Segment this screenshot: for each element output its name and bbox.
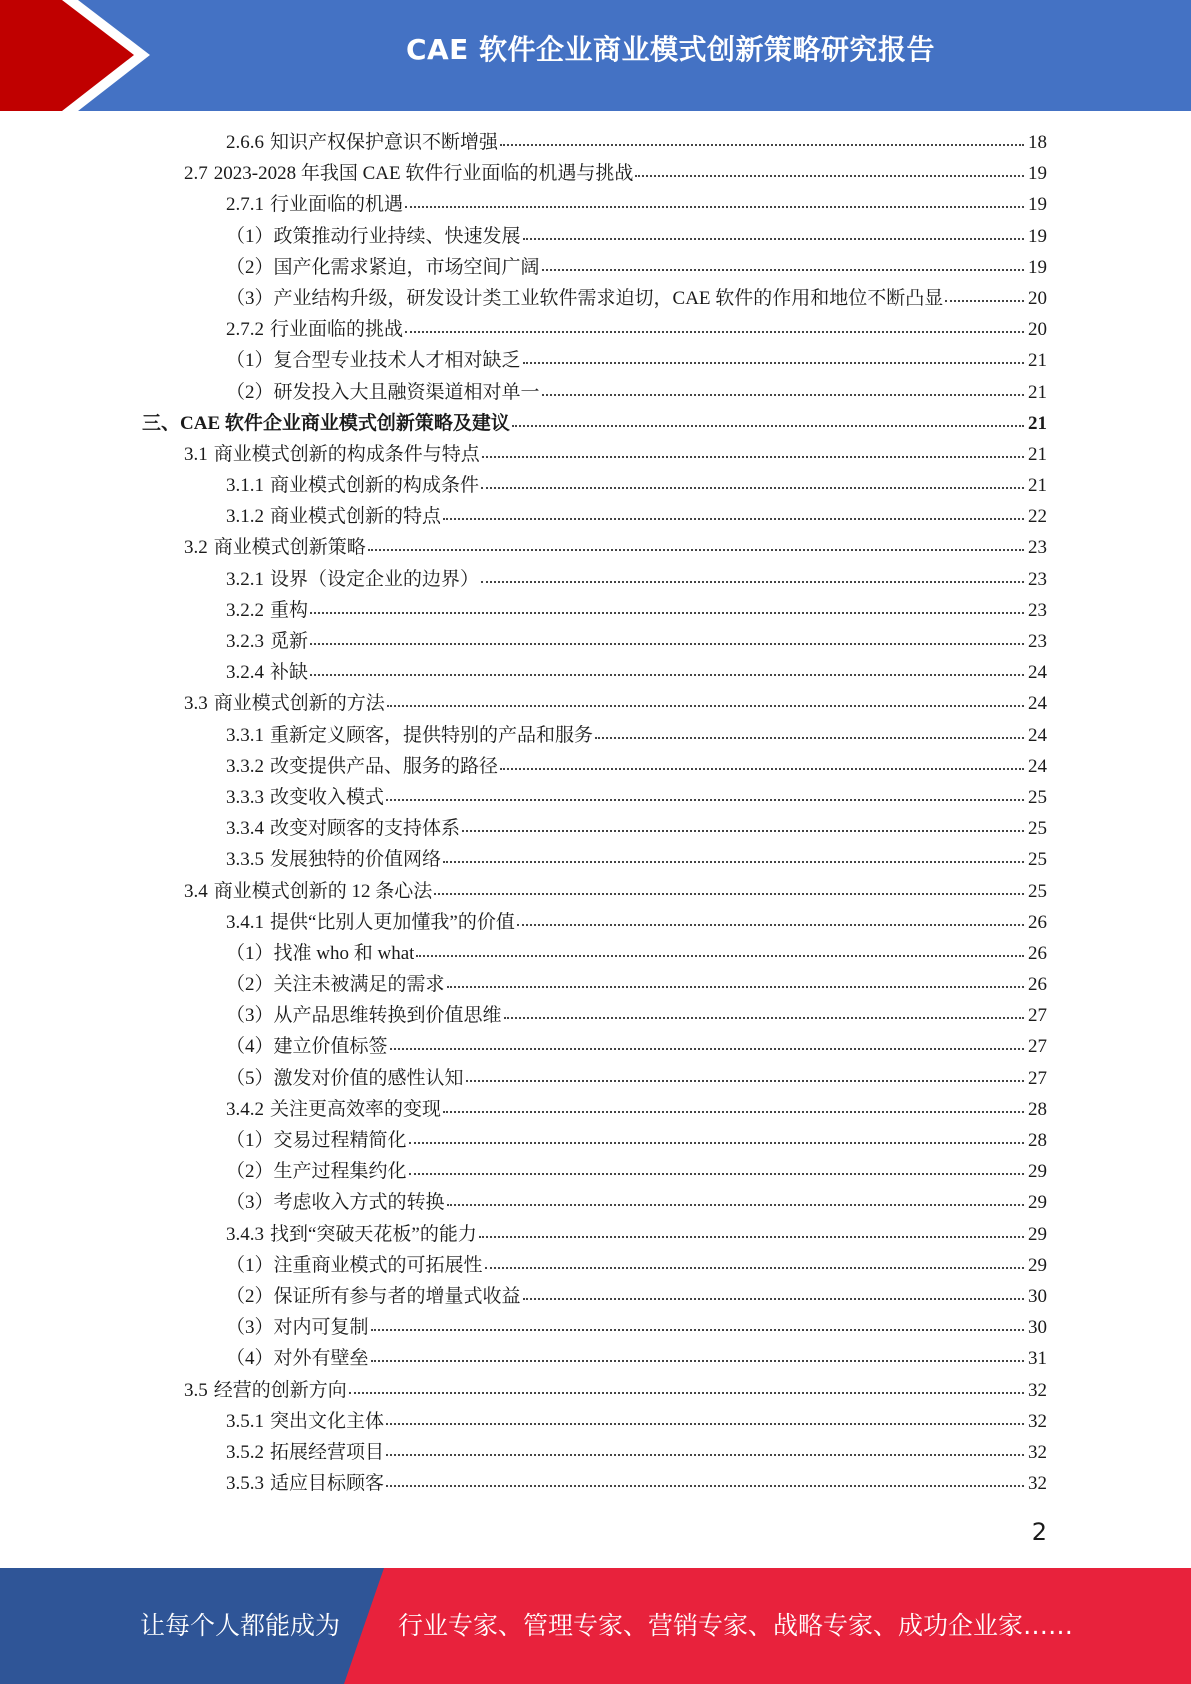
toc-entry-title: 2023-2028 年我国 CAE 软件行业面临的机遇与挑战 [213, 163, 634, 185]
toc-entry-number: 3.3.2 [226, 755, 264, 777]
toc-entry-number: 3.3.5 [226, 849, 264, 871]
toc-entry-number: （3） [226, 1317, 274, 1339]
toc-entry-page: 29 [1028, 1192, 1047, 1214]
toc-entry-title: 提供“比别人更加懂我”的价值 [270, 911, 515, 933]
toc-entry[interactable] [0, 252, 1191, 283]
toc-entry[interactable] [0, 1437, 1191, 1468]
toc-entry[interactable] [0, 1468, 1191, 1499]
toc-entry[interactable] [0, 1125, 1191, 1156]
toc-entry-number: 3.4.2 [226, 1098, 264, 1120]
toc-dot-leader [945, 299, 1024, 302]
toc-dot-leader [409, 1172, 1024, 1175]
toc-entry-number: （2） [226, 381, 274, 403]
toc-entry-title: 改变提供产品、服务的路径 [270, 755, 499, 777]
toc-entry-title: 建立价值标签 [273, 1036, 388, 1058]
toc-entry[interactable] [0, 439, 1191, 470]
toc-entry-number: （3） [226, 1192, 274, 1214]
toc-dot-leader [523, 361, 1024, 364]
toc-dot-leader [482, 455, 1024, 458]
toc-entry[interactable] [0, 938, 1191, 969]
toc-dot-leader [485, 1266, 1024, 1269]
toc-entry-number: （4） [226, 1036, 274, 1058]
page-footer [0, 1568, 1191, 1684]
toc-entry-page: 23 [1028, 631, 1047, 652]
toc-entry-page: 29 [1028, 1254, 1047, 1276]
toc-entry-page: 22 [1028, 506, 1047, 528]
toc-entry-number: 3.2.1 [226, 568, 264, 590]
toc-entry-number: 3.5.1 [226, 1410, 264, 1432]
toc-entry-title: 重新定义顾客，提供特别的产品和服务 [270, 724, 594, 746]
toc-dot-leader [387, 704, 1024, 707]
toc-entry[interactable] [0, 501, 1191, 532]
toc-dot-leader [542, 268, 1024, 271]
toc-entry-number: （1） [226, 1254, 274, 1276]
toc-entry-page: 24 [1028, 662, 1047, 684]
table-of-contents [0, 127, 1191, 1499]
toc-entry-page: 25 [1028, 849, 1047, 871]
toc-entry-page: 19 [1028, 225, 1047, 247]
toc-dot-leader [349, 1391, 1024, 1394]
page-number: 2 [1031, 1518, 1047, 1546]
toc-entry-title: 激发对价值的感性认知 [273, 1067, 464, 1089]
toc-entry[interactable] [0, 626, 1191, 657]
toc-entry-page: 29 [1028, 1223, 1047, 1245]
toc-entry-page: 30 [1028, 1285, 1047, 1307]
toc-entry-page: 24 [1028, 755, 1047, 777]
toc-entry-title: 拓展经营项目 [270, 1441, 385, 1463]
toc-entry-number: 3.4.1 [226, 911, 264, 933]
toc-entry-title: 改变收入模式 [270, 786, 385, 808]
toc-entry-number: 2.7.1 [226, 194, 264, 216]
toc-entry[interactable] [0, 688, 1191, 719]
toc-entry-number: （4） [226, 1348, 274, 1370]
toc-dot-leader [405, 330, 1024, 333]
toc-entry[interactable] [0, 1343, 1191, 1374]
toc-dot-leader [481, 486, 1024, 489]
toc-dot-leader [517, 923, 1024, 926]
toc-entry[interactable] [0, 470, 1191, 501]
toc-dot-leader [386, 1453, 1024, 1456]
toc-dot-leader [386, 1484, 1024, 1487]
toc-entry-page: 32 [1028, 1473, 1047, 1495]
toc-dot-leader [512, 424, 1024, 427]
toc-dot-leader [500, 767, 1024, 770]
toc-entry-number: 2.7.2 [226, 319, 264, 341]
toc-dot-leader [443, 517, 1024, 520]
toc-entry-page: 25 [1028, 818, 1047, 840]
footer-slogan-right: 行业专家、管理专家、营销专家、战略专家、成功企业家…… [398, 1611, 1074, 1640]
toc-entry[interactable] [0, 1250, 1191, 1281]
toc-entry-title: 国产化需求紧迫，市场空间广阔 [273, 256, 540, 278]
toc-entry-number: （5） [226, 1067, 274, 1089]
toc-entry[interactable] [0, 844, 1191, 875]
toc-entry-number: （1） [226, 1130, 274, 1151]
toc-entry-title: 生产过程集约化 [273, 1161, 407, 1183]
toc-entry-number: （2） [226, 974, 274, 996]
toc-entry-number: 3.3.3 [226, 786, 264, 808]
toc-entry-number: 3.2 [184, 537, 208, 559]
toc-entry[interactable] [0, 813, 1191, 844]
toc-dot-leader [542, 393, 1024, 396]
toc-dot-leader [405, 205, 1024, 208]
toc-entry-title: 设界（设定企业的边界） [270, 568, 480, 590]
toc-entry-number: 3.2.2 [226, 599, 264, 621]
toc-entry[interactable] [0, 782, 1191, 813]
toc-dot-leader [310, 673, 1024, 676]
toc-dot-leader [500, 143, 1024, 146]
toc-entry-page: 23 [1028, 568, 1047, 590]
toc-entry-number: 2.6.6 [226, 132, 264, 153]
toc-entry-page: 21 [1028, 350, 1047, 372]
toc-dot-leader [386, 1422, 1024, 1425]
toc-entry-page: 25 [1028, 786, 1047, 808]
toc-entry-title: 政策推动行业持续、快速发展 [273, 225, 521, 247]
toc-entry[interactable] [0, 127, 1191, 158]
toc-entry[interactable] [0, 1187, 1191, 1218]
toc-entry-title: 行业面临的挑战 [270, 319, 404, 341]
toc-entry-title: 保证所有参与者的增量式收益 [273, 1285, 521, 1307]
toc-entry-title: 关注更高效率的变现 [270, 1098, 442, 1120]
toc-entry[interactable] [0, 969, 1191, 1000]
toc-entry[interactable] [0, 1406, 1191, 1437]
toc-entry[interactable] [0, 408, 1191, 439]
toc-entry[interactable] [0, 1219, 1191, 1250]
toc-entry-page: 26 [1028, 911, 1047, 933]
toc-entry-page: 21 [1028, 381, 1047, 403]
toc-entry-number: 3.2.4 [226, 662, 264, 684]
toc-dot-leader [466, 1079, 1024, 1082]
toc-entry-title: 改变对顾客的支持体系 [270, 818, 461, 840]
toc-entry-page: 24 [1028, 693, 1047, 715]
toc-dot-leader [390, 1047, 1024, 1050]
toc-entry[interactable] [0, 158, 1191, 189]
toc-entry[interactable] [0, 720, 1191, 751]
toc-entry-page: 23 [1028, 537, 1047, 559]
toc-entry-title: 商业模式创新的构成条件与特点 [213, 443, 480, 465]
toc-entry-page: 27 [1028, 1005, 1047, 1027]
toc-entry-page: 19 [1028, 256, 1047, 278]
toc-entry-title: 找准 who 和 what [273, 942, 415, 964]
toc-entry-title: 研发投入大且融资渠道相对单一 [273, 381, 540, 403]
toc-entry-title: 商业模式创新的方法 [213, 693, 385, 715]
toc-entry-number: 3.1 [184, 443, 208, 465]
toc-entry[interactable] [0, 1375, 1191, 1406]
toc-entry-title: 突出文化主体 [270, 1410, 385, 1432]
toc-entry-page: 19 [1028, 194, 1047, 216]
toc-entry-title: 复合型专业技术人才相对缺乏 [273, 350, 521, 372]
toc-dot-leader [479, 1235, 1024, 1238]
toc-dot-leader [416, 954, 1024, 957]
toc-entry-number: （1） [226, 350, 274, 372]
toc-entry-number: （3） [226, 1005, 274, 1027]
toc-dot-leader [371, 1328, 1024, 1331]
toc-entry[interactable] [0, 1063, 1191, 1094]
toc-entry[interactable] [0, 564, 1191, 595]
toc-entry-title: 从产品思维转换到价值思维 [273, 1005, 502, 1027]
toc-entry-title: 对内可复制 [273, 1317, 369, 1339]
toc-entry-number: （2） [226, 1285, 274, 1307]
toc-entry-page: 25 [1028, 880, 1047, 902]
toc-entry-title: 关注未被满足的需求 [273, 974, 445, 996]
toc-entry-number: （1） [226, 225, 274, 247]
toc-dot-leader [443, 1110, 1024, 1113]
toc-entry-page: 20 [1028, 319, 1047, 341]
toc-entry[interactable] [0, 189, 1191, 220]
toc-dot-leader [523, 1297, 1024, 1300]
toc-dot-leader [443, 860, 1024, 863]
toc-entry-title: 补缺 [270, 662, 309, 684]
toc-dot-leader [447, 985, 1024, 988]
header-chevron-icon [0, 0, 160, 111]
toc-entry-title: 找到“突破天花板”的能力 [270, 1223, 477, 1245]
toc-entry-number: （2） [226, 1161, 274, 1183]
toc-entry[interactable] [0, 377, 1191, 408]
toc-entry-title: 商业模式创新的特点 [270, 506, 442, 528]
toc-entry[interactable] [0, 314, 1191, 345]
toc-dot-leader [368, 548, 1024, 551]
toc-entry-page: 31 [1028, 1348, 1047, 1370]
toc-entry-title: 知识产权保护意识不断增强 [270, 132, 499, 153]
toc-entry-page: 27 [1028, 1067, 1047, 1089]
toc-entry-page: 23 [1028, 599, 1047, 621]
toc-dot-leader [523, 237, 1024, 240]
toc-entry-page: 32 [1028, 1379, 1047, 1401]
toc-entry-title: 商业模式创新策略 [213, 537, 366, 559]
toc-entry[interactable] [0, 1281, 1191, 1312]
toc-entry-title: 发展独特的价值网络 [270, 849, 442, 871]
toc-entry[interactable] [0, 595, 1191, 626]
toc-entry-page: 20 [1028, 287, 1047, 309]
toc-entry-number: 3.3 [184, 693, 208, 715]
toc-entry-number: 3.4 [184, 880, 208, 902]
page-header [0, 0, 1191, 111]
toc-dot-leader [447, 1203, 1024, 1206]
toc-entry-title: 商业模式创新的构成条件 [270, 475, 480, 497]
toc-entry-title: 行业面临的机遇 [270, 194, 404, 216]
toc-entry-title: 经营的创新方向 [213, 1379, 347, 1401]
toc-entry-page: 27 [1028, 1036, 1047, 1058]
toc-entry[interactable] [0, 876, 1191, 907]
toc-entry-title: 交易过程精简化 [273, 1130, 407, 1151]
toc-entry-number: 3.1.2 [226, 506, 264, 528]
toc-entry-title: 商业模式创新的 12 条心法 [213, 880, 433, 902]
toc-entry-page: 18 [1028, 132, 1047, 153]
toc-entry-title: 重构 [270, 599, 309, 621]
toc-entry-number: （3） [226, 287, 274, 309]
toc-entry-number: 3.5.2 [226, 1441, 264, 1463]
toc-entry[interactable] [0, 1094, 1191, 1125]
toc-dot-leader [595, 736, 1024, 739]
toc-entry-page: 28 [1028, 1098, 1047, 1120]
toc-dot-leader [409, 1141, 1024, 1144]
toc-entry-number: 3.5.3 [226, 1473, 264, 1495]
toc-entry[interactable] [0, 657, 1191, 688]
toc-entry-number: 三、 [142, 412, 181, 434]
toc-entry[interactable] [0, 1031, 1191, 1062]
toc-entry-page: 24 [1028, 724, 1047, 746]
footer-slogan-left: 让每个人都能成为 [140, 1611, 341, 1640]
toc-dot-leader [462, 829, 1024, 832]
toc-entry-page: 26 [1028, 974, 1047, 996]
toc-entry-page: 29 [1028, 1161, 1047, 1183]
toc-entry[interactable] [0, 345, 1191, 376]
toc-entry[interactable] [0, 1156, 1191, 1187]
toc-dot-leader [504, 1016, 1024, 1019]
report-title: CAE 软件企业商业模式创新策略研究报告 [405, 33, 936, 66]
toc-dot-leader [371, 1359, 1024, 1362]
toc-entry[interactable] [0, 283, 1191, 314]
toc-dot-leader [386, 798, 1024, 801]
toc-dot-leader [310, 611, 1024, 614]
toc-entry-title: 对外有壁垒 [273, 1348, 369, 1370]
toc-entry-number: 3.1.1 [226, 475, 264, 497]
toc-entry-title: CAE 软件企业商业模式创新策略及建议 [180, 412, 510, 434]
toc-entry-page: 21 [1028, 475, 1047, 497]
toc-entry-title: 觅新 [270, 631, 309, 652]
toc-entry-page: 19 [1028, 163, 1047, 185]
toc-dot-leader [310, 642, 1024, 645]
toc-dot-leader [635, 174, 1024, 177]
toc-entry[interactable] [0, 532, 1191, 563]
toc-dot-leader [481, 580, 1024, 583]
toc-dot-leader [434, 892, 1024, 895]
toc-entry[interactable] [0, 907, 1191, 938]
toc-entry-number: 3.2.3 [226, 631, 264, 652]
toc-entry-page: 26 [1028, 942, 1047, 964]
toc-entry-number: 3.5 [184, 1379, 208, 1401]
toc-entry[interactable] [0, 1312, 1191, 1343]
toc-entry-page: 30 [1028, 1317, 1047, 1339]
toc-entry-number: 2.7 [184, 163, 208, 185]
toc-entry-title: 注重商业模式的可拓展性 [273, 1254, 483, 1276]
toc-entry-number: （2） [226, 256, 274, 278]
toc-entry-number: 3.3.1 [226, 724, 264, 746]
toc-entry-page: 21 [1028, 443, 1047, 465]
toc-entry-page: 32 [1028, 1441, 1047, 1463]
toc-entry-page: 21 [1028, 412, 1047, 434]
toc-entry-number: （1） [226, 942, 274, 964]
toc-entry-number: 3.3.4 [226, 818, 264, 840]
toc-entry[interactable] [0, 751, 1191, 782]
toc-entry-title: 适应目标顾客 [270, 1473, 385, 1495]
toc-entry-page: 28 [1028, 1130, 1047, 1151]
toc-entry[interactable] [0, 1000, 1191, 1031]
toc-entry-number: 3.4.3 [226, 1223, 264, 1245]
toc-entry-page: 32 [1028, 1410, 1047, 1432]
toc-entry[interactable] [0, 221, 1191, 252]
toc-entry-title: 产业结构升级，研发设计类工业软件需求迫切，CAE 软件的作用和地位不断凸显 [273, 287, 944, 309]
toc-entry-title: 考虑收入方式的转换 [273, 1192, 445, 1214]
